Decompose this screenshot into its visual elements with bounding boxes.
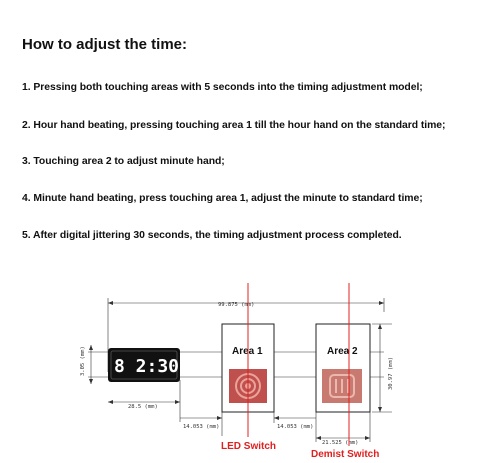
step-5: 5. After digital jittering 30 seconds, the timing adjustment process completed.	[22, 230, 402, 241]
step-2: 2. Hour hand beating, pressing touching area 1 till the hour hand on the standard time;	[22, 120, 446, 131]
clock-digits: 8 2:30	[114, 356, 180, 377]
step-4: 4. Minute hand beating, press touching area 1, adjust the minute to standard time;	[22, 193, 423, 204]
demist-switch-label: Demist Switch	[311, 449, 380, 460]
page-heading: How to adjust the time:	[22, 36, 187, 53]
dim-area-width: 21.525 (mm)	[322, 440, 359, 446]
dim-gap-2: 14.053 (mm)	[277, 424, 314, 430]
dim-overall-width: 99.875 (mm)	[218, 302, 255, 308]
dim-gap-1: 14.053 (mm)	[183, 424, 220, 430]
area-1-label: Area 1	[232, 346, 263, 357]
dim-clock-height: 3.05 (mm)	[80, 346, 86, 376]
led-switch-label: LED Switch	[221, 441, 277, 452]
step-1: 1. Pressing both touching areas with 5 seconds into the timing adjustment model;	[22, 82, 423, 93]
dim-clock-width: 28.5 (mm)	[128, 404, 158, 410]
area-2-label: Area 2	[327, 346, 358, 357]
dim-area-height: 30.97 (mm)	[388, 356, 394, 390]
step-3: 3. Touching area 2 to adjust minute hand;	[22, 156, 225, 167]
